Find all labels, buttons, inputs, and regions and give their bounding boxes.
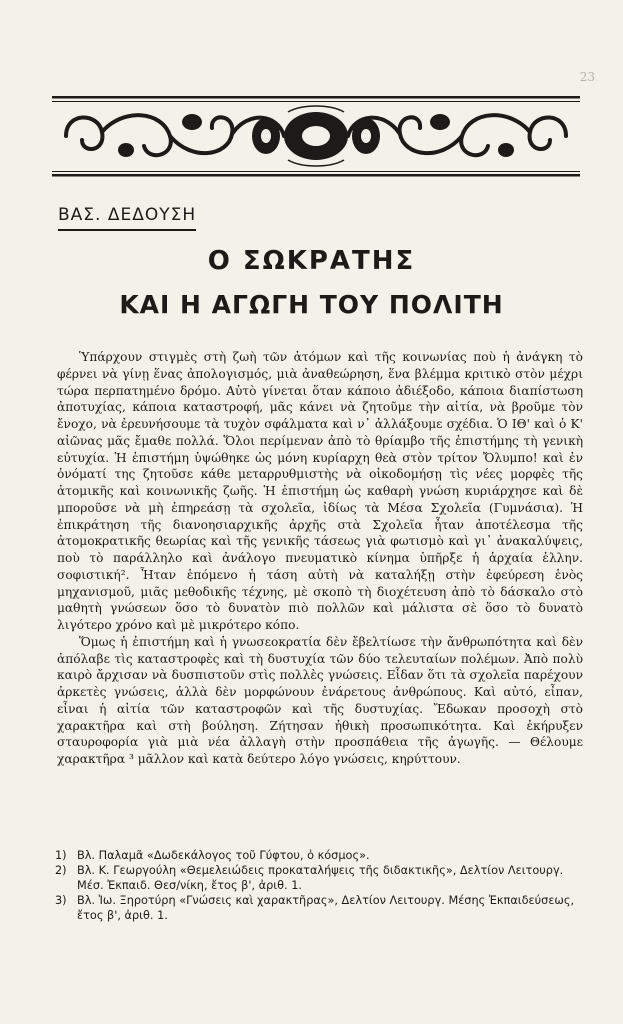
body-paragraph-2: Ὅμως ἡ ἐπιστήμη καὶ ἡ γνωσεοκρατία δὲν ἔβελτίωσε τὴν ἄνθρωπότητα καὶ δὲν ἀπόλαβε τὶς καταστροφὲς καὶ τὴ δυστυχία τῶν δύο τελευταίων πολέμων. Ἀπὸ πολὺ καιρὸ ἄρχισαν νὰ δυσπιστοῦν στὶς πολλὲς γνώσεις. Εἶδαν ὅτι τὰ σχολεῖα παρέχουν ἀρκετὲς γνώσεις, ἀλλὰ δὲν μορφώνουν ἐνάρετους ἀνθρώπους. Καὶ αὐτό, εἶπαν, εἶναι ἡ αἰτία τῶν καταστροφῶν καὶ τῆς δυστυχίας. Ἔδωκαν προσοχὴ στὸ χαρακτῆρα καὶ στὴ βούληση. Ζήτησαν ἠθικὴ προσωπικότητα. Καὶ ἐκήρυξεν σταυροφορία γιὰ μιὰ νέα ἀλλαγὴ στὴν προσπάθεια τῆς ἀγωγῆς. — Θέλουμε χαρακτῆρα ³ μᾶλλον καὶ κατὰ δεύτερο λόγο γνώσεις, κηρύττουν. <box>57 634 583 766</box>
footnote-text: Βλ. Παλαμᾶ «Δωδεκάλογος τοῦ Γύφτου, ὁ κόσμος». <box>77 849 370 862</box>
footnote-number: 2) <box>55 864 67 877</box>
article-title-line2: ΚΑΙ Η ΑΓΩΓΗ ΤΟΥ ΠΟΛΙΤΗ <box>119 290 504 319</box>
footnotes <box>55 848 585 923</box>
footnote-text: Βλ. Κ. Γεωργούλη «Θεμελειώδεις προκαταλήψεις τῆς διδακτικῆς», Δελτίον Λειτουργ. Μέσ. Ἐκπαιδ. Θεσ/νίκη, ἔτος β', ἀριθ. 1. <box>77 864 564 892</box>
footnote-3 <box>55 893 585 923</box>
author-name: ΒΑΣ. ΔΕΔΟΥΣΗ <box>58 205 197 225</box>
footnote-number: 1) <box>55 849 67 862</box>
footnote-text: Βλ. Ἰω. Ξηροτύρη «Γνώσεις καὶ χαρακτῆρας», Δελτίον Λειτουργ. Μέσης Ἐκπαιδεύσεως, ἔτος β', ἀριθ. 1. <box>77 894 575 922</box>
page-number: 23 <box>579 70 595 84</box>
footnote-number: 3) <box>55 894 67 907</box>
body-paragraph-1: Ὑπάρχουν στιγμὲς στὴ ζωὴ τῶν ἀτόμων καὶ τῆς κοινωνίας ποὺ ἡ ἀνάγκη τὸ φέρνει νὰ γίνῃ ἕνας ἀπολογισμός, μιὰ ἀναθεώρηση, ἕνα βλέμμα κριτικὸ στὸν μέχρι τώρα περπατημένο δρόμο. Αὐτὸ γίνεται ὅταν κάποιο ἀδιέξοδο, κάποια διαπίστωση ἀποτυχίας, κάποια καταστροφή, μᾶς κάνει νὰ ζητοῦμε τὴν αἰτία, νὰ βροῦμε τὸν ἔνοχο, νὰ ἐρευνήσουμε τὰ τυχὸν σφάλματα καὶ ν᾽ ἀλλάξουμε σχέδια. Ὁ ΙΘ' καὶ ὁ Κ' αἰῶνας μᾶς ἔμαθε πολλά. Ὅλοι περίμεναν ἀπὸ τὸ θρίαμβο τῆς ἐπιστήμης τὴ γενικὴ εὐτυχία. Ἡ ἐπιστήμη ὑψώθηκε ὡς μόνη κυρίαρχη θεὰ στὸν τρίτον Ὄλυμπο! καὶ ἐν ὀνόματί της ζητοῦσε κάθε μεταρρυθμιστὴς νὰ οἰκοδομήσῃ τὶς νέες μορφὲς τῆς ἀτομικῆς καὶ κοινωνικῆς ζωῆς. Ἡ ἐπιστήμη ὡς καθαρὴ γνώση κυριάρχησε καὶ δὲ μποροῦσε νὰ μὴ ἐπηρεάσῃ τὰ σχολεῖα, ἰδίως τὰ Μέσα Σχολεῖα (Γυμνάσια). Ἡ ἐπικράτηση τῆς διανοησιαρχικῆς ἀρχῆς στὰ Σχολεῖα ἦταν ἀποτέλεσμα τῆς ἀτομοκρατικῆς θεωρίας καὶ τῆς γενικῆς τάσεως γιὰ φωτισμὸ καὶ γι᾽ ἀνακαλύψεις, ποὺ τὸ παράλληλο καὶ ἀνάλογο πνευματικὸ κίνημα ὑπῆρξε ἡ ἀρχαία ἑλλην. σοφιστική². Ἦταν ἑπόμενο ἡ τάση αὐτὴ νὰ καταλήξῃ στὴν ἐφεύρεση ἑνὸς μηχανισμοῦ, μιᾶς μεθοδικῆς τέχνης, μὲ σκοπὸ τὴ διοχέτευση ἀπὸ τὸ δάσκαλο στὸ μαθητὴ γνώσεων ὅσο τὸ δυνατὸν πιὸ πολλῶν καὶ μάλιστα σὲ ὅσο τὸ δυνατὸ λιγότερο χρόνο καὶ μὲ μικρότερο κόπο. <box>57 350 583 632</box>
decorative-ornament-header <box>52 92 580 180</box>
footnote-1 <box>55 848 585 863</box>
article-title-line1: Ο ΣΩΚΡΑΤΗΣ <box>207 246 416 276</box>
article-body <box>57 349 583 768</box>
author-underline <box>58 229 196 231</box>
footnote-2 <box>55 863 585 893</box>
